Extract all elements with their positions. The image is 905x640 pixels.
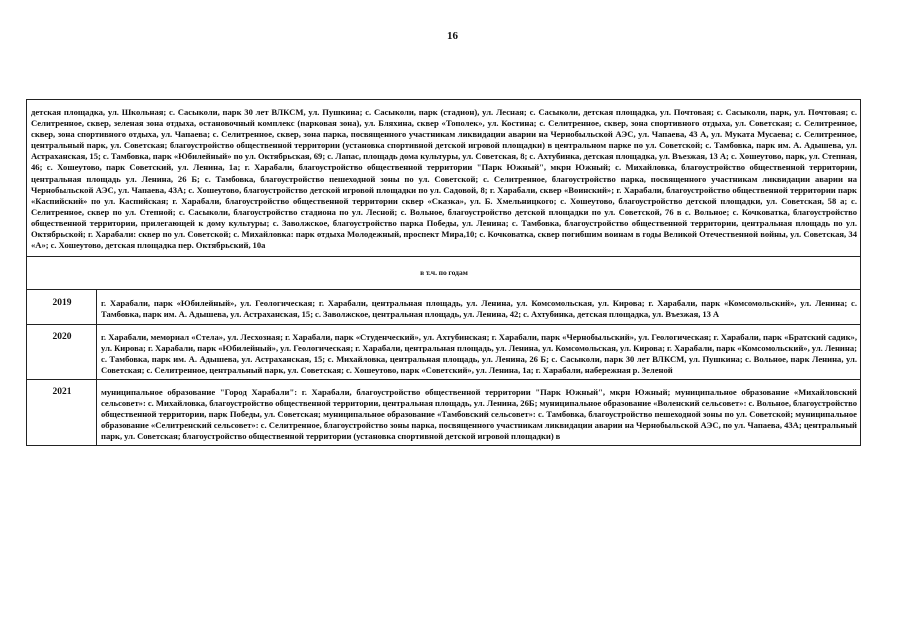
table-row-year: [27, 324, 861, 379]
continuation-text: детская площадка, ул. Школьная; с. Сасыколи, парк 30 лет ВЛКСМ, ул. Пушкина; с. Сасыколи, парк (стадион), ул. Лесная; с. Сасыколи, детская площадка, ул. Почтовая; с. Сасыколи, парк, ул. Почтовая; с. Селитренное, сквер, зеленая зона отдыха, остановочный комплекс (парковая зона), ул. Бляхина, сквер «Тополек», ул. Костина; с. Селитренное, сквер, зона спортивного отдыха, ул. Советская; с. Селитренное, сквер, зона спортивного отдыха, ул. Чапаева; с. Селитренное, сквер, зона парка, посвященного участникам ликвидации аварии на Чернобыльской АЭС, ул. Чапаева, 43 А, ул. Муката Мусаева; с. Селитренное, центральный парк, ул. Советская; благоустройство общественной территории (установка спортивной детской игровой площадки) в центральном парке по ул. Советской; с. Тамбовка, парк им. А. Адышева, ул. Астраханская, 15; с. Тамбовка, парк «Юбилейный» по ул. Октябрьская, 69; с. Лапас, площадь дома культуры, ул. Советская, 8; с. Ахтубинка, детская площадка, ул. Въезжая, 13 А; с. Хошеутово, парк, ул. Степная, 46; с. Хошеутово, парк Советский, ул. Ленина, 1а; г. Харабали, благоустройство общественной территории "Парк Южный", мкрн Южный; с. Михайловка, благоустройство общественной территории, центральная площадь ул. Ленина, 26 Б; с. Тамбовка, благоустройство пешеходной зоны по ул. Советской; с. Селитренное, благоустройство парка, посвященного участникам ликвидации аварии на Чернобыльской АЭС, ул. Чапаева, 43А; с. Хошеутово, благоустройство детской игровой площадки по ул. Садовой, 8; г. Харабали, сквер «Воинский»; г. Харабали, благоустройство общественной территории парк «Каспийский» по ул. Каспийская; г. Харабали, благоустройство общественной территории сквер «Сказка», ул. Б. Хмельницкого; с. Хошеутово, благоустройство детской площадки, ул. Советская, 58 а; с. Селитренное, сквер по ул. Степной; с. Сасыколи, благоустройство стадиона по ул. Лесной; с. Вольное, благоустройство детской площадки по ул. Советской, 76 в с. Вольное; с. Кочковатка, благоустройство общественной территории, прилегающей к дому культуры; с. Заволжское, благоустройство парка Победы, ул. Ленина; с. Тамбовка, благоустройство общественной территории, центральная площадь по ул. Октябрьской; г. Харабали: сквер по ул. Советской; с. Михайловка: парк отдыха Молодежный, проспект Мира,10; с. Кочковатка, сквер погибшим воинам в годы Великой Отечественной войны, ул. Советская, 34 «А»; с. Хошеутово, детская площадка пер. Октябрьский, 10а: [27, 100, 861, 257]
table-row-year: [27, 379, 861, 445]
year-text-cell: муниципальное образование "Город Харабали": г. Харабали, благоустройство общественной территории "Парк Южный", мкрн Южный; муниципальное образование «Михайловский сельсовет»: с. Михайловка, благоустройство общественной территории, центральная площадь, ул. Ленина, 26Б; муниципальное образование «Воленский сельсовет»: с. Вольное, благоустройство общественной территории, парк Победы, ул. Советская; муниципальное образование «Тамбовский сельсовет»: с. Тамбовка, благоустройство пешеходной зоны по ул. Советской; муниципальное образование «Селитренский сельсовет»: с. Селитренное, благоустройство зоны парка, посвященного участникам ликвидации аварии на Чернобыльской АЭС, по ул. Чапаева, 43А; центральный парк, ул. Советская; благоустройство общественной территории (установка спортивной детской игровой площадки) в: [97, 379, 861, 445]
page-number: 16: [447, 30, 458, 42]
by-year-subheader: в т.ч. по годам: [27, 257, 861, 290]
territories-table: [26, 99, 861, 446]
year-cell: 2020: [27, 324, 97, 379]
table-row-subheader: [27, 257, 861, 290]
table-row-continuation: [27, 100, 861, 257]
year-cell: 2021: [27, 379, 97, 445]
table-row-year: [27, 290, 861, 324]
year-text-cell: г. Харабали, парк «Юбилейный», ул. Геологическая; г. Харабали, центральная площадь, ул. Ленина, ул. Комсомольская, ул. Кирова; г. Харабали, парк «Комсомольский», ул. Ленина; с. Тамбовка, парк им. А. Адышева, ул. Астраханская, 15; с. Заволжское, центральная площадь, ул. Ленина, 42; с. Ахтубинка, детская площадка, ул. Въезжая, 13 А: [97, 290, 861, 324]
year-text-cell: г. Харабали, мемориал «Стела», ул. Лесхозная; г. Харабали, парк «Студенческий», ул. Ахтубинская; г. Харабали, парк «Чернобыльский», ул. Геологическая; г. Харабали, парк «Братский садик», ул. Кирова; г. Харабали, парк «Юбилейный», ул. Геологическая; г. Харабали, центральная площадь, ул. Ленина, ул. Комсомольская, ул. Кирова; г. Харабали, парк «Комсомольский», ул. Ленина; с. Тамбовка, парк им. А. Адышева, ул. Астраханская, 15; с. Михайловка, центральная площадь, ул. Ленина, 26 Б; с. Сасыколи, парк 30 лет ВЛКСМ, ул. Пушкина; с. Вольное, парк Ленина, ул. Советская; с. Селитренное, центральный парк, ул. Советская; с. Хошеутово, парк «Советский», ул. Ленина, 1а; г. Харабали, набережная р. Зеленой: [97, 324, 861, 379]
year-cell: 2019: [27, 290, 97, 324]
